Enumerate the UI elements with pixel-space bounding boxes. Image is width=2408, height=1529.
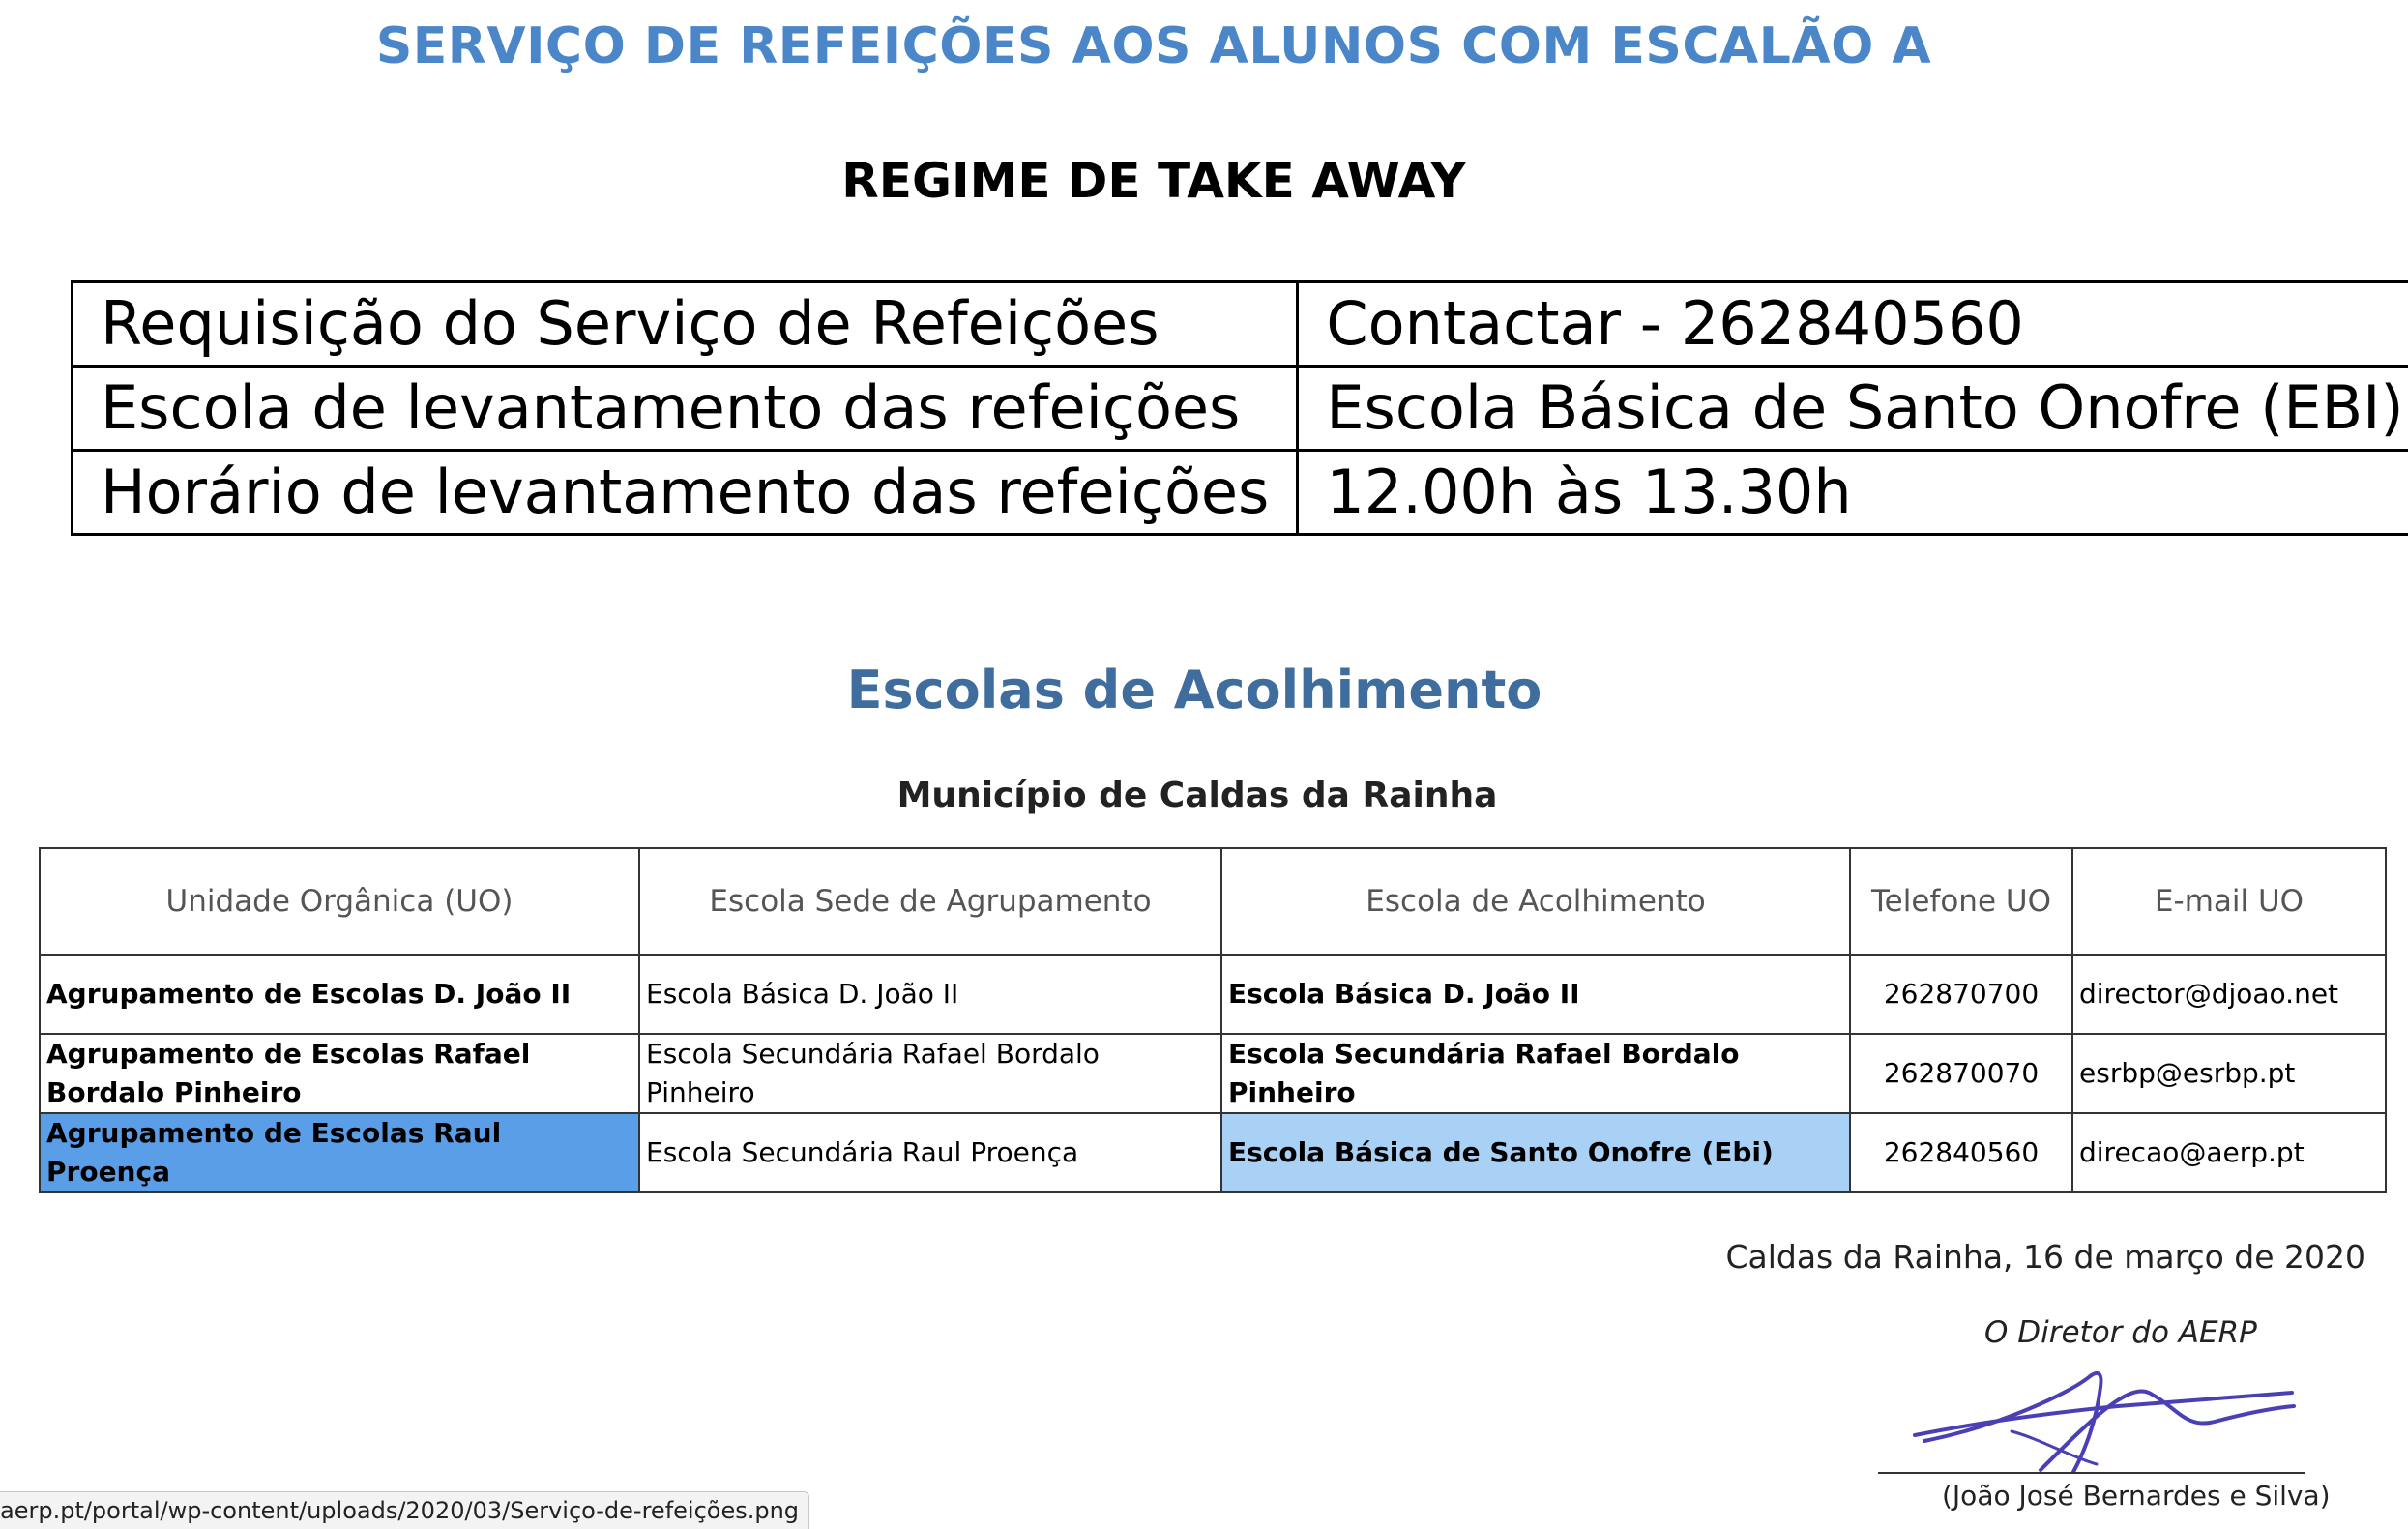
info-value: Contactar - 262840560 bbox=[1298, 282, 2408, 367]
info-table bbox=[71, 280, 2408, 536]
document-subtitle: REGIME DE TAKE AWAY bbox=[0, 153, 2307, 209]
signatory-name: (João José Bernardes e Silva) bbox=[1942, 1480, 2331, 1512]
cell-telefone: 262870070 bbox=[1850, 1034, 2072, 1113]
document-title: SERVIÇO DE REFEIÇÕES AOS ALUNOS COM ESCALÃO A bbox=[0, 17, 2307, 75]
cell-uo: Agrupamento de Escolas Raul Proença bbox=[40, 1113, 639, 1192]
cell-sede: Escola Secundária Raul Proença bbox=[639, 1113, 1221, 1192]
table-header-row bbox=[40, 848, 2386, 955]
cell-sede: Escola Básica D. João II bbox=[639, 955, 1221, 1034]
table-row-highlighted bbox=[40, 1113, 2386, 1192]
url-status-bar: aerp.pt/portal/wp-content/uploads/2020/03/Serviço-de-refeições.png bbox=[0, 1491, 809, 1529]
info-row bbox=[73, 451, 2408, 535]
signature-graphic bbox=[1895, 1364, 2302, 1480]
cell-acolhimento: Escola Secundária Rafael Bordalo Pinheiro bbox=[1221, 1034, 1850, 1113]
date-line: Caldas da Rainha, 16 de março de 2020 bbox=[1725, 1238, 2365, 1276]
schools-table bbox=[39, 847, 2387, 1193]
column-header: Escola Sede de Agrupamento bbox=[639, 848, 1221, 955]
cell-email: esrbp@esrbp.pt bbox=[2072, 1034, 2386, 1113]
table-row bbox=[40, 955, 2386, 1034]
info-row bbox=[73, 367, 2408, 451]
info-label: Requisição do Serviço de Refeições bbox=[73, 282, 1298, 367]
cell-uo: Agrupamento de Escolas Rafael Bordalo Pinheiro bbox=[40, 1034, 639, 1113]
info-label: Escola de levantamento das refeições bbox=[73, 367, 1298, 451]
director-title: O Diretor do AERP bbox=[1984, 1315, 2257, 1350]
cell-telefone: 262870700 bbox=[1850, 955, 2072, 1034]
info-label: Horário de levantamento das refeições bbox=[73, 451, 1298, 535]
info-row bbox=[73, 282, 2408, 367]
cell-email: director@djoao.net bbox=[2072, 955, 2386, 1034]
column-header: Unidade Orgânica (UO) bbox=[40, 848, 639, 955]
cell-acolhimento: Escola Básica D. João II bbox=[1221, 955, 1850, 1034]
cell-sede: Escola Secundária Rafael Bordalo Pinheiro bbox=[639, 1034, 1221, 1113]
cell-email: direcao@aerp.pt bbox=[2072, 1113, 2386, 1192]
cell-telefone: 262840560 bbox=[1850, 1113, 2072, 1192]
section-title: Escolas de Acolhimento bbox=[0, 660, 2389, 720]
cell-uo: Agrupamento de Escolas D. João II bbox=[40, 955, 639, 1034]
info-value: Escola Básica de Santo Onofre (EBI) bbox=[1298, 367, 2408, 451]
column-header: E-mail UO bbox=[2072, 848, 2386, 955]
section-subtitle: Município de Caldas da Rainha bbox=[0, 776, 2394, 815]
table-row bbox=[40, 1034, 2386, 1113]
column-header: Escola de Acolhimento bbox=[1221, 848, 1850, 955]
cell-acolhimento: Escola Básica de Santo Onofre (Ebi) bbox=[1221, 1113, 1850, 1192]
info-value: 12.00h às 13.30h bbox=[1298, 451, 2408, 535]
column-header: Telefone UO bbox=[1850, 848, 2072, 955]
signature-line bbox=[1878, 1472, 2305, 1474]
